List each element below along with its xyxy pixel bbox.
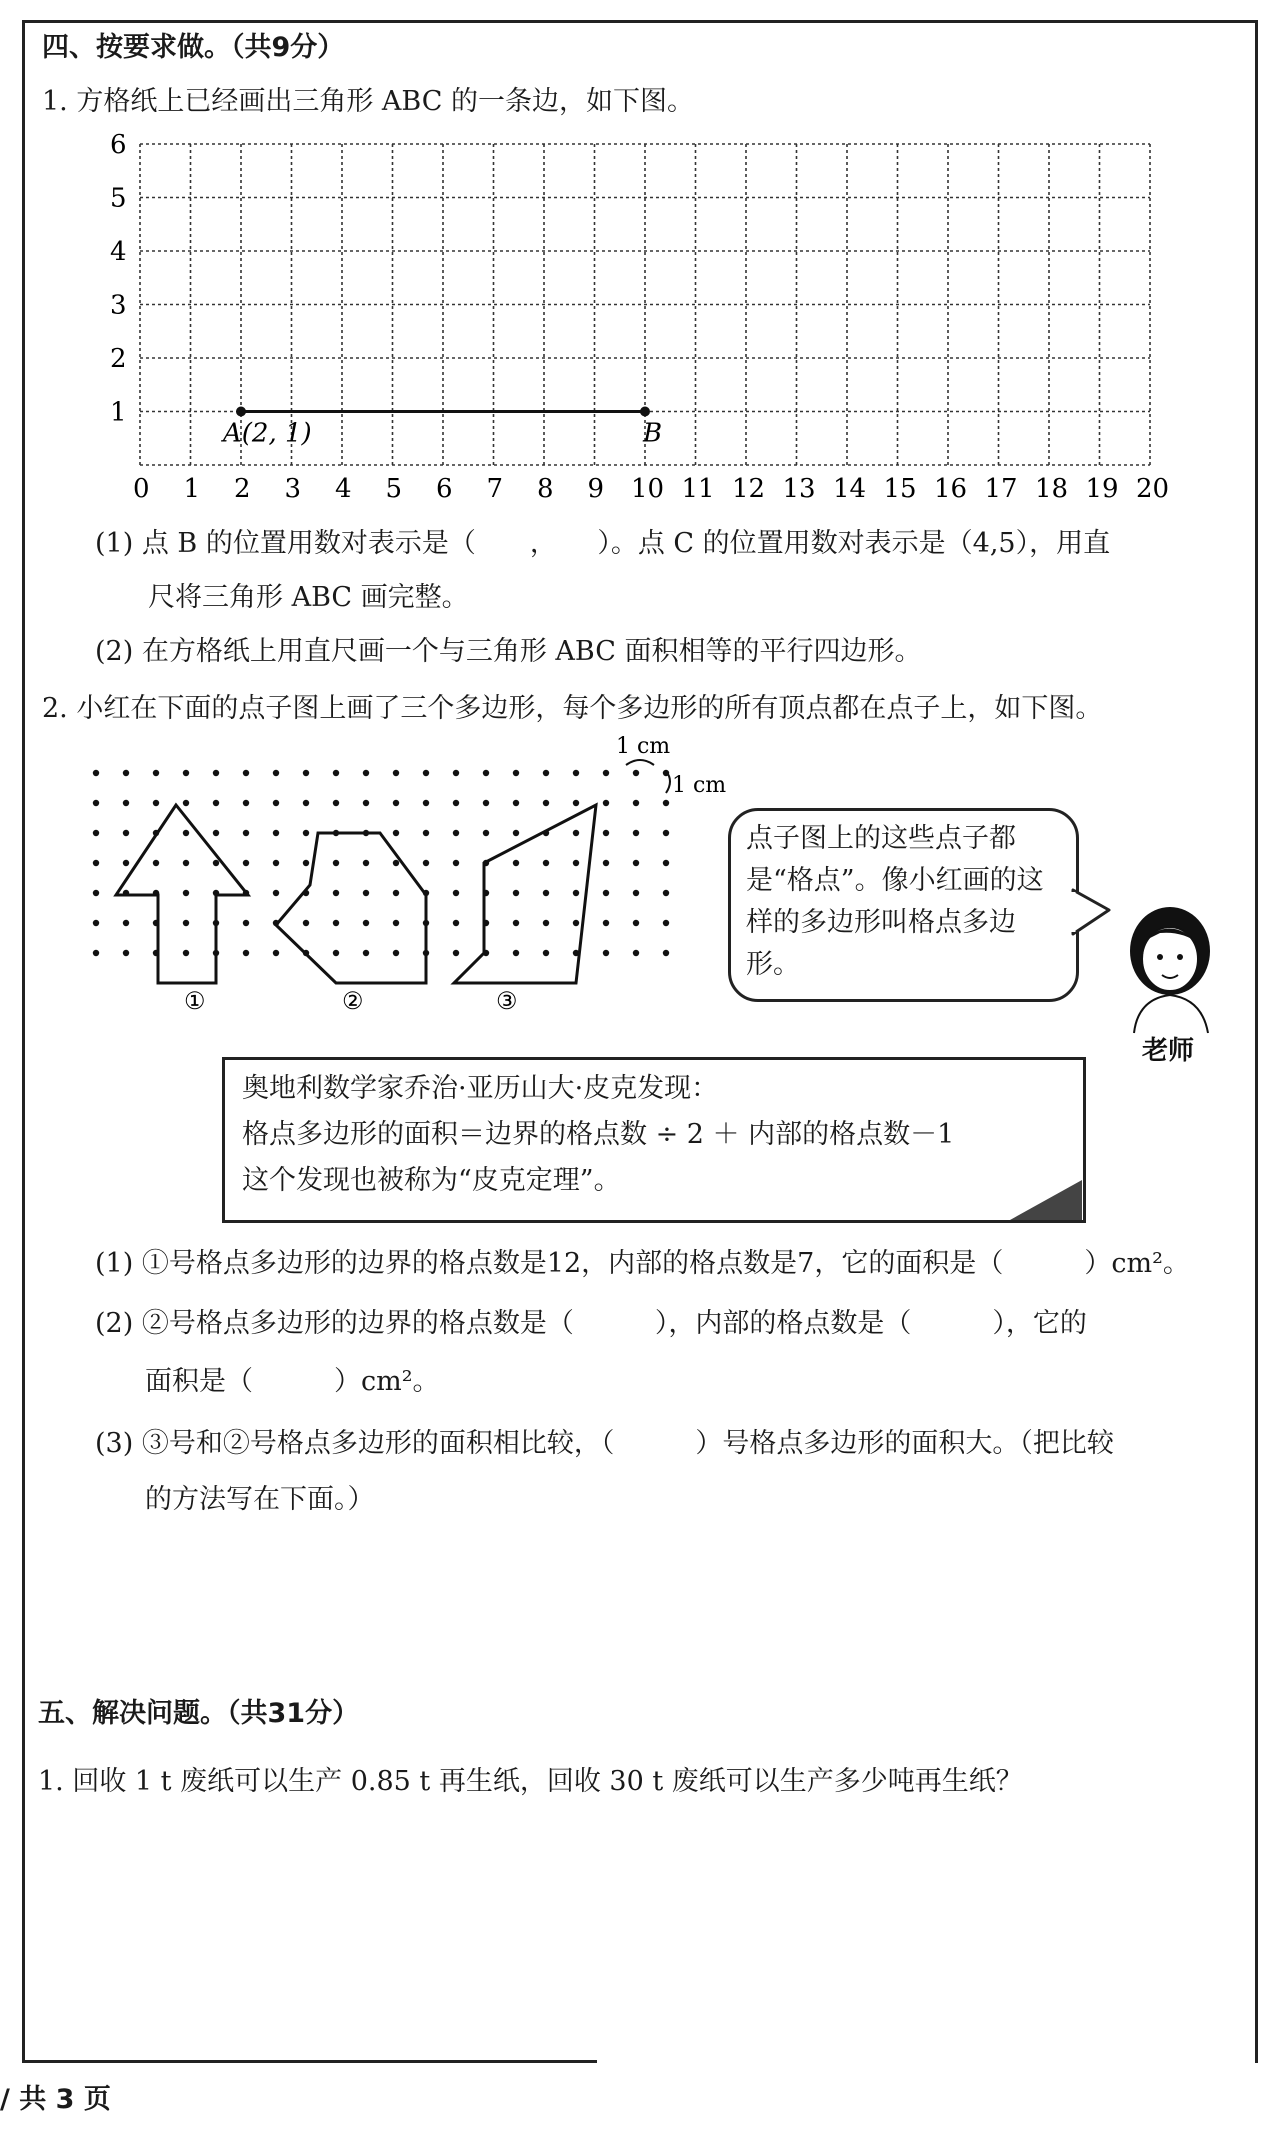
section-5-title: 五、解决问题。（共31分） bbox=[38, 1698, 360, 1729]
grid-dot bbox=[633, 800, 639, 806]
grid-dot bbox=[243, 800, 249, 806]
grid-dot bbox=[513, 800, 519, 806]
grid-dot bbox=[663, 890, 669, 896]
x-tick-label: 6 bbox=[436, 474, 453, 504]
x-tick-label: 1 bbox=[183, 474, 201, 504]
grid-dot bbox=[603, 950, 609, 956]
grid-dot bbox=[333, 950, 339, 956]
grid-dot bbox=[663, 830, 669, 836]
y-tick-label: 3 bbox=[110, 290, 127, 321]
grid-dot bbox=[513, 950, 519, 956]
grid-dot bbox=[363, 860, 369, 866]
grid-dot bbox=[123, 800, 129, 806]
y-tick-label: 1 bbox=[110, 397, 127, 428]
grid-dot bbox=[273, 860, 279, 866]
q2-prompt: 2. 小红在下面的点子图上画了三个多边形，每个多边形的所有顶点都在点子上，如下图。 bbox=[42, 693, 1103, 724]
point-a-label: A(2, 1) bbox=[223, 418, 312, 449]
grid-dot bbox=[153, 770, 159, 776]
grid-dot bbox=[393, 860, 399, 866]
grid-dot bbox=[303, 920, 309, 926]
grid-dot bbox=[573, 800, 579, 806]
q2-sub3-line1: (3) ③号和②号格点多边形的面积相比较，（ ）号格点多边形的面积大。（把比较 bbox=[95, 1428, 1114, 1459]
grid-dot bbox=[453, 800, 459, 806]
section-4-title: 四、按要求做。（共9分） bbox=[42, 32, 345, 63]
grid-dot bbox=[573, 830, 579, 836]
x-tick-label: 2 bbox=[234, 474, 251, 504]
x-tick-label: 19 bbox=[1085, 474, 1119, 504]
x-tick-label: 5 bbox=[385, 474, 403, 504]
grid-dot bbox=[333, 890, 339, 896]
grid-dot bbox=[663, 950, 669, 956]
grid-dot bbox=[543, 800, 549, 806]
grid-dot bbox=[603, 920, 609, 926]
grid-dot bbox=[393, 800, 399, 806]
grid-dot bbox=[93, 890, 99, 896]
grid-dot bbox=[483, 800, 489, 806]
grid-dot bbox=[303, 770, 309, 776]
grid-dot bbox=[663, 800, 669, 806]
box-fold-corner bbox=[1010, 1180, 1086, 1222]
x-tick-label: 17 bbox=[984, 474, 1018, 504]
q1-sub1-line2: 尺将三角形 ABC 画完整。 bbox=[148, 582, 469, 613]
grid-dot bbox=[603, 770, 609, 776]
grid-lines bbox=[140, 144, 1150, 465]
grid-dot bbox=[303, 860, 309, 866]
q1-sub2: (2) 在方格纸上用直尺画一个与三角形 ABC 面积相等的平行四边形。 bbox=[95, 636, 922, 667]
grid-dot bbox=[573, 770, 579, 776]
grid-dot bbox=[483, 830, 489, 836]
grid-dot bbox=[273, 950, 279, 956]
grid-dot bbox=[183, 860, 189, 866]
grid-dot bbox=[393, 920, 399, 926]
grid-dot bbox=[393, 890, 399, 896]
y-tick-label: 4 bbox=[110, 237, 127, 267]
grid-dot bbox=[423, 860, 429, 866]
grid-dot bbox=[603, 830, 609, 836]
pick-line-2: 格点多边形的面积＝边界的格点数 ÷ 2 ＋ 内部的格点数－1 bbox=[242, 1119, 955, 1150]
grid-dot bbox=[303, 830, 309, 836]
grid-dot bbox=[183, 800, 189, 806]
q1-sub1-line1: (1) 点 B 的位置用数对表示是（ ， ）。点 C 的位置用数对表示是（4,5），用直 bbox=[95, 528, 1111, 559]
q2-sub1: (1) ①号格点多边形的边界的格点数是12，内部的格点数是7，它的面积是（ ）cm²。 bbox=[95, 1248, 1190, 1279]
x-tick-label: 0 bbox=[133, 474, 150, 504]
grid-dot bbox=[543, 770, 549, 776]
grid-dot bbox=[453, 920, 459, 926]
grid-dot bbox=[153, 800, 159, 806]
grid-dot bbox=[333, 860, 339, 866]
grid-dot bbox=[93, 800, 99, 806]
grid-dot bbox=[603, 890, 609, 896]
grid-dot bbox=[513, 830, 519, 836]
s5-q1: 1. 回收 1 t 废纸可以生产 0.85 t 再生纸，回收 30 t 废纸可以生产多少吨再生纸？ bbox=[38, 1766, 1023, 1797]
grid-dot bbox=[393, 770, 399, 776]
grid-dot bbox=[633, 920, 639, 926]
grid-dot bbox=[633, 770, 639, 776]
grid-dot bbox=[543, 950, 549, 956]
bottom-rule bbox=[22, 2060, 597, 2063]
grid-dot bbox=[363, 800, 369, 806]
grid-dot bbox=[633, 950, 639, 956]
grid-dot bbox=[213, 860, 219, 866]
grid-dot bbox=[123, 770, 129, 776]
grid-dot bbox=[183, 920, 189, 926]
grid-dot bbox=[483, 770, 489, 776]
grid-dot bbox=[273, 830, 279, 836]
grid-dot bbox=[243, 830, 249, 836]
x-tick-label: 13 bbox=[782, 474, 816, 504]
x-tick-label: 16 bbox=[934, 474, 968, 504]
grid-dot bbox=[423, 830, 429, 836]
grid-dot bbox=[393, 830, 399, 836]
grid-dot bbox=[93, 830, 99, 836]
grid-dot bbox=[453, 860, 459, 866]
grid-dot bbox=[333, 920, 339, 926]
grid-dot bbox=[93, 920, 99, 926]
grid-dot bbox=[513, 770, 519, 776]
grid-dot bbox=[93, 770, 99, 776]
grid-dot bbox=[423, 800, 429, 806]
grid-dot bbox=[633, 860, 639, 866]
coordinate-grid bbox=[105, 130, 1205, 510]
unit-h-label: 1 cm bbox=[616, 734, 671, 759]
pick-line-3: 这个发现也被称为“皮克定理”。 bbox=[242, 1165, 621, 1196]
grid-dot bbox=[123, 950, 129, 956]
grid-dot bbox=[153, 860, 159, 866]
x-tick-label: 18 bbox=[1035, 474, 1069, 504]
grid-dot bbox=[543, 920, 549, 926]
x-tick-label: 14 bbox=[833, 474, 867, 504]
y-tick-label: 6 bbox=[110, 130, 127, 160]
unit-brace-h bbox=[626, 760, 654, 765]
grid-dot bbox=[183, 830, 189, 836]
grid-dot bbox=[243, 860, 249, 866]
grid-dot bbox=[633, 890, 639, 896]
grid-dot bbox=[303, 800, 309, 806]
grid-dot bbox=[663, 920, 669, 926]
x-tick-label: 7 bbox=[486, 474, 504, 504]
y-tick-label: 5 bbox=[110, 183, 127, 214]
y-axis-labels bbox=[110, 130, 127, 428]
grid-dot bbox=[123, 860, 129, 866]
grid-dot bbox=[243, 770, 249, 776]
grid-dot bbox=[603, 860, 609, 866]
q2-sub3-line2: 的方法写在下面。） bbox=[145, 1484, 375, 1515]
grid-dot bbox=[513, 890, 519, 896]
grid-dot bbox=[123, 830, 129, 836]
grid-dot bbox=[213, 800, 219, 806]
grid-dot bbox=[213, 770, 219, 776]
grid-dot bbox=[273, 800, 279, 806]
unit-v-label: 1 cm bbox=[672, 773, 727, 798]
grid-dot bbox=[453, 950, 459, 956]
grid-dot bbox=[573, 890, 579, 896]
x-tick-label: 15 bbox=[883, 474, 917, 504]
x-tick-label: 9 bbox=[587, 474, 605, 504]
grid-dot bbox=[363, 950, 369, 956]
grid-dot bbox=[573, 860, 579, 866]
grid-dot bbox=[363, 890, 369, 896]
grid-dot bbox=[333, 770, 339, 776]
q2-sub2-line1: (2) ②号格点多边形的边界的格点数是（ ），内部的格点数是（ ），它的 bbox=[95, 1308, 1087, 1339]
grid-dot bbox=[243, 950, 249, 956]
grid-dot bbox=[453, 770, 459, 776]
grid-dot bbox=[513, 920, 519, 926]
grid-dot bbox=[123, 920, 129, 926]
grid-dot bbox=[543, 860, 549, 866]
x-tick-label: 11 bbox=[681, 474, 715, 504]
grid-dot bbox=[393, 950, 399, 956]
grid-dot bbox=[243, 920, 249, 926]
grid-dot bbox=[183, 890, 189, 896]
grid-dot bbox=[93, 860, 99, 866]
pick-line-1: 奥地利数学家乔治·亚历山大·皮克发现： bbox=[242, 1073, 719, 1104]
x-tick-label: 3 bbox=[284, 474, 302, 504]
shape-3-label: ③ bbox=[496, 987, 518, 1015]
grid-dot bbox=[453, 830, 459, 836]
grid-dot bbox=[633, 830, 639, 836]
x-tick-label: 8 bbox=[537, 474, 554, 504]
grid-dot bbox=[183, 770, 189, 776]
polygon-2 bbox=[276, 833, 426, 983]
grid-dot bbox=[543, 890, 549, 896]
bubble-tail bbox=[1065, 888, 1115, 938]
x-tick-label: 10 bbox=[631, 474, 665, 504]
y-tick-label: 2 bbox=[110, 344, 127, 374]
polygon-1-arrow bbox=[116, 805, 248, 983]
grid-dot bbox=[423, 770, 429, 776]
grid-dot bbox=[273, 770, 279, 776]
point-b-label: B bbox=[643, 418, 663, 449]
shape-2-label: ② bbox=[342, 987, 364, 1015]
teacher-label: 老师 bbox=[1142, 1036, 1195, 1066]
teacher-icon bbox=[1120, 893, 1230, 1066]
q2-sub2-line2: 面积是（ ）cm²。 bbox=[145, 1366, 440, 1397]
point-a bbox=[236, 407, 246, 417]
grid-dot bbox=[363, 920, 369, 926]
grid-dot bbox=[573, 920, 579, 926]
x-tick-label: 20 bbox=[1136, 474, 1170, 504]
bubble-text: 点子图上的这些点子都是“格点”。像小红画的这样的多边形叫格点多边形。 bbox=[746, 823, 1044, 980]
x-tick-label: 12 bbox=[732, 474, 766, 504]
q1-prompt: 1. 方格纸上已经画出三角形 ABC 的一条边，如下图。 bbox=[42, 86, 695, 117]
dot-grid bbox=[80, 734, 727, 1025]
grid-dot bbox=[273, 890, 279, 896]
grid-dot bbox=[363, 770, 369, 776]
grid-dot bbox=[663, 860, 669, 866]
grid-dot bbox=[603, 800, 609, 806]
x-axis-labels bbox=[133, 474, 1169, 504]
grid-dot bbox=[93, 950, 99, 956]
grid-dot bbox=[183, 950, 189, 956]
x-tick-label: 4 bbox=[335, 474, 352, 504]
grid-dot bbox=[453, 890, 459, 896]
grid-dot bbox=[213, 830, 219, 836]
grid-dot bbox=[513, 860, 519, 866]
grid-dot bbox=[333, 800, 339, 806]
page-footer: / 共 3 页 bbox=[0, 2084, 111, 2115]
shape-1-label: ① bbox=[184, 987, 206, 1015]
point-b bbox=[640, 407, 650, 417]
